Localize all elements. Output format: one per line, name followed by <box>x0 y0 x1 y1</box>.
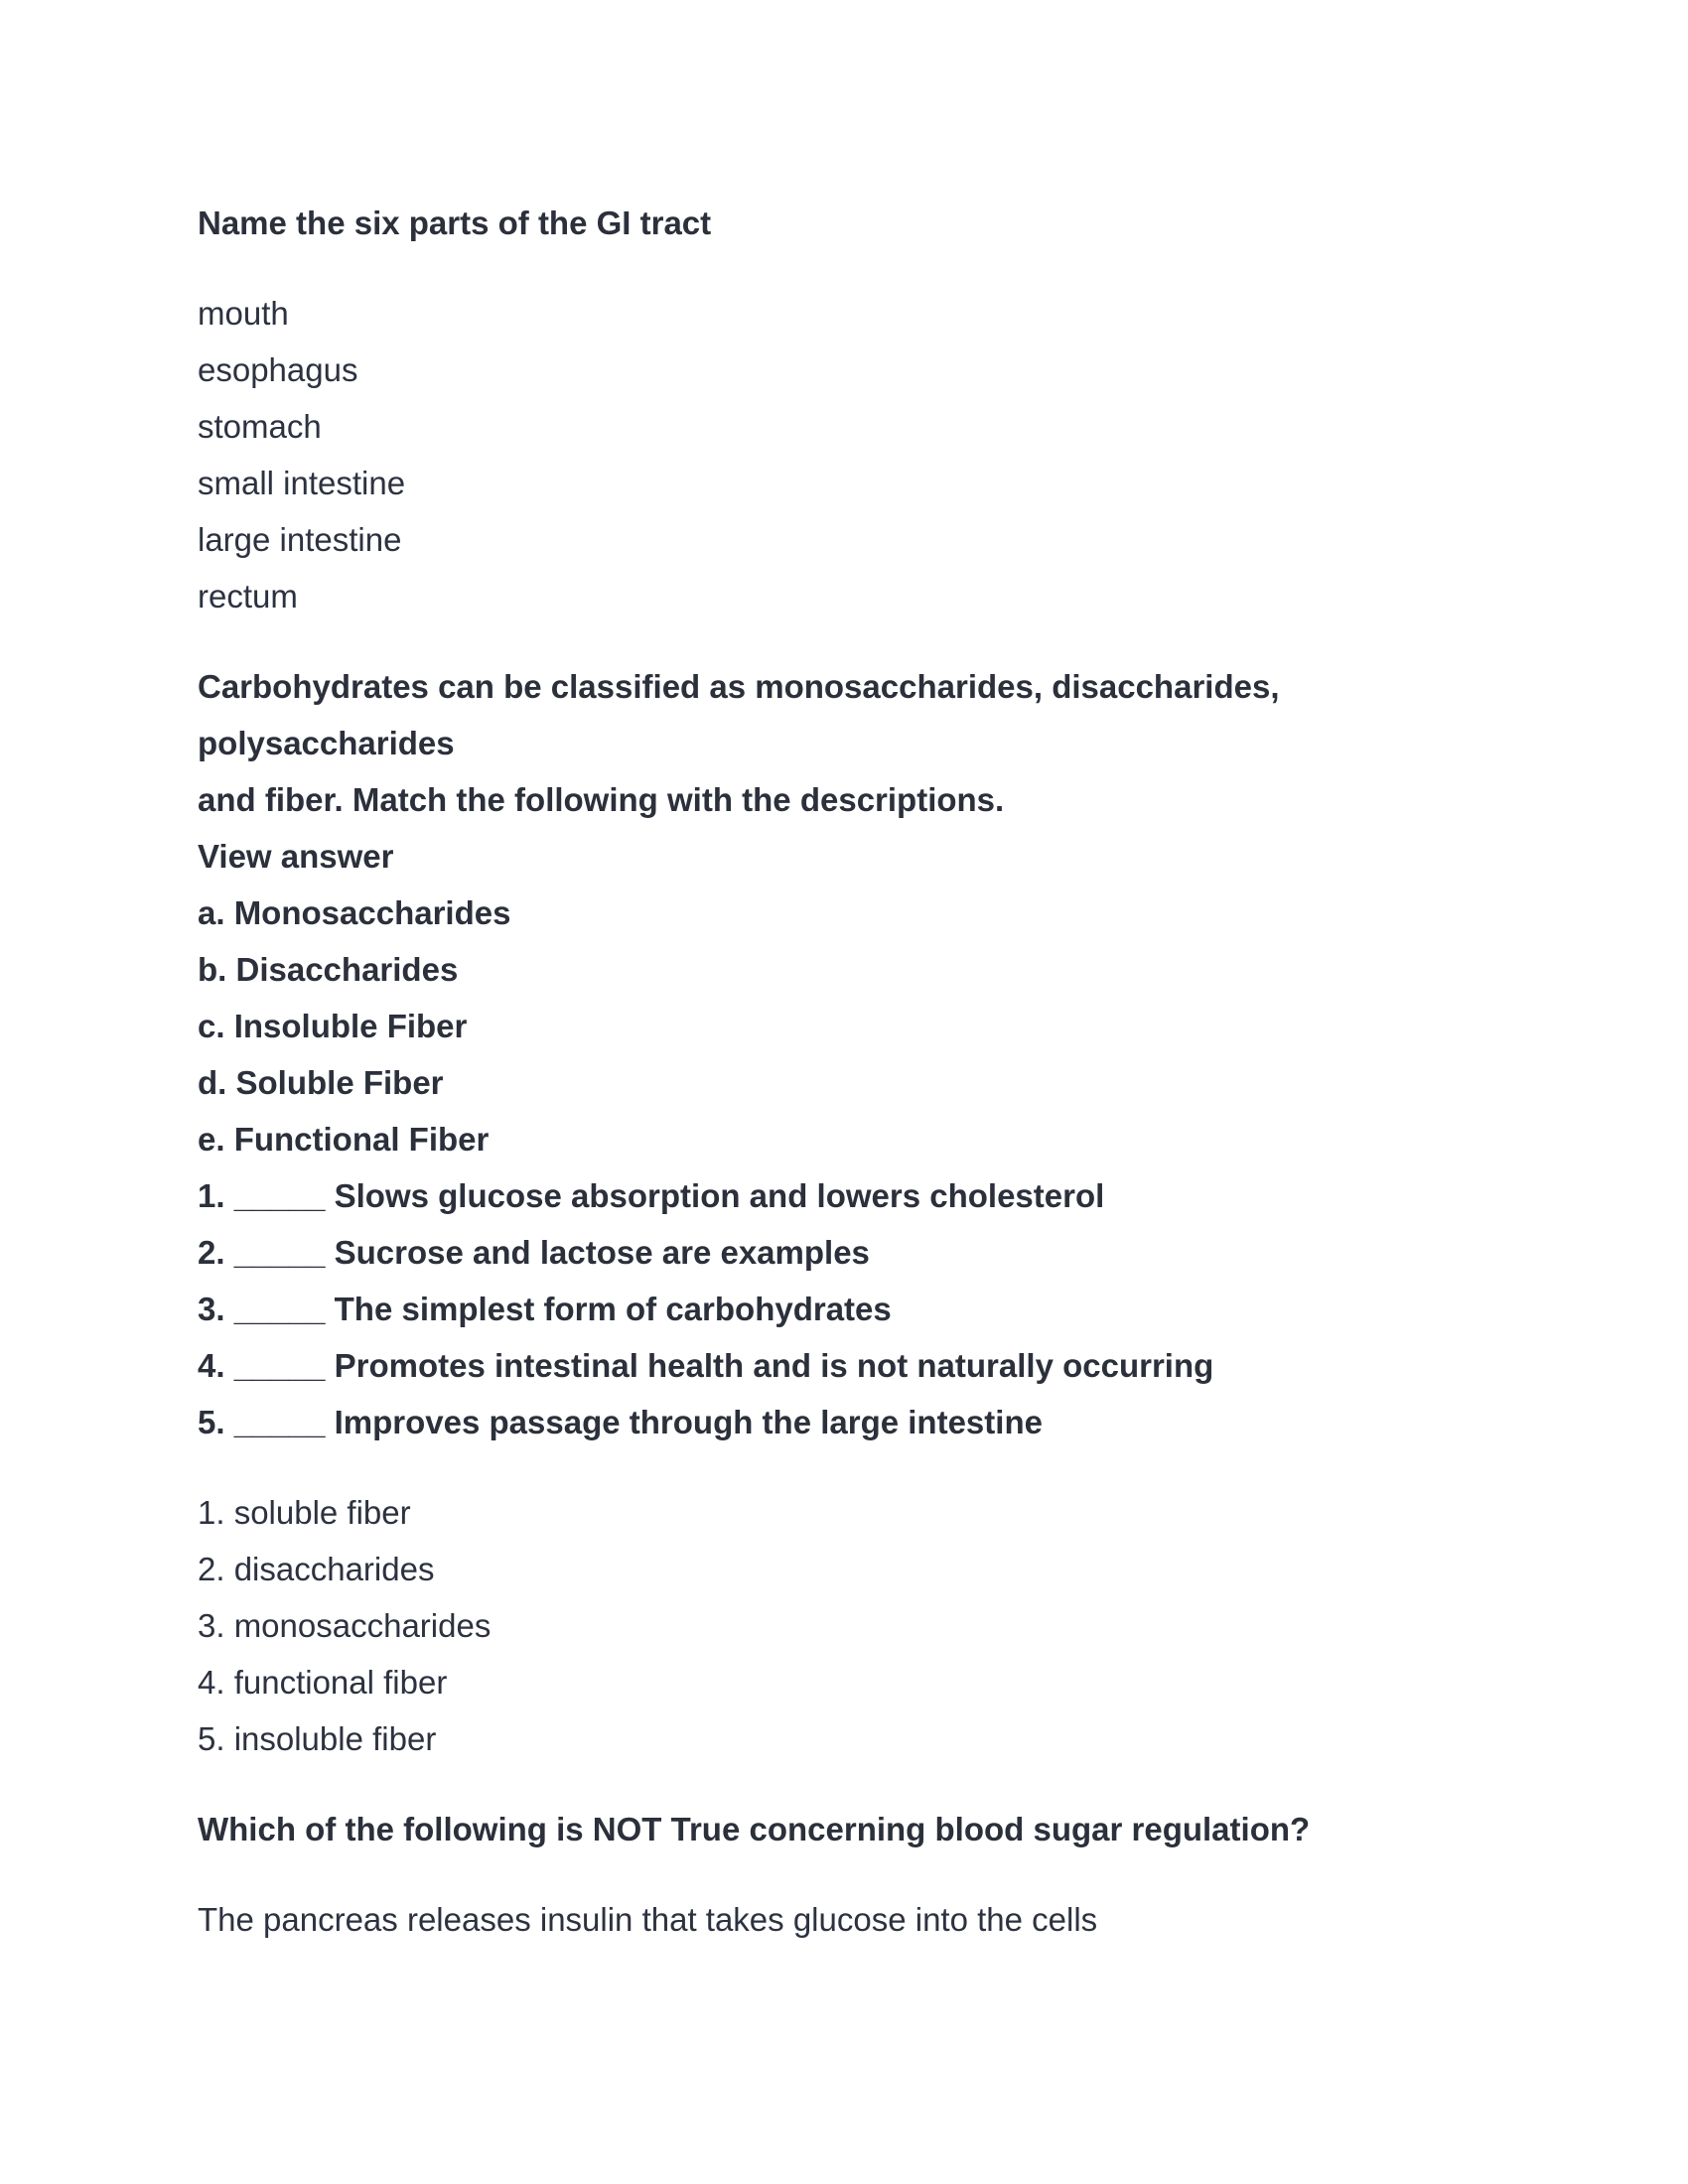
match-option: d. Soluble Fiber <box>198 1064 444 1101</box>
question-line: polysaccharides <box>198 725 455 761</box>
answer-item: mouth <box>198 295 289 332</box>
match-item: 4. _____ Promotes intestinal health and is not naturally occurring <box>198 1347 1214 1384</box>
answer-list-gi-tract <box>198 285 1548 624</box>
match-option: b. Disaccharides <box>198 951 459 988</box>
document-page <box>198 195 1548 1948</box>
question-gi-tract: Name the six parts of the GI tract <box>198 205 712 241</box>
answer-item: 1. soluble fiber <box>198 1494 411 1531</box>
match-item: 1. _____ Slows glucose absorption and lowers cholesterol <box>198 1177 1105 1214</box>
answer-item: The pancreas releases insulin that takes glucose into the cells <box>198 1901 1098 1938</box>
answer-list-blood-sugar <box>198 1891 1548 1948</box>
answer-item: 3. monosaccharides <box>198 1607 492 1644</box>
answer-item: 2. disaccharides <box>198 1551 435 1587</box>
match-item: 5. _____ Improves passage through the large intestine <box>198 1404 1043 1440</box>
match-option: e. Functional Fiber <box>198 1121 490 1158</box>
match-option: c. Insoluble Fiber <box>198 1008 468 1044</box>
answer-item: 4. functional fiber <box>198 1664 448 1701</box>
match-item: 3. _____ The simplest form of carbohydrates <box>198 1291 892 1327</box>
question-blood-sugar: Which of the following is NOT True concerning blood sugar regulation? <box>198 1811 1311 1847</box>
answer-item: stomach <box>198 408 322 445</box>
answer-item: rectum <box>198 578 298 614</box>
answer-item: large intestine <box>198 521 402 558</box>
answer-list-carbohydrates <box>198 1484 1548 1767</box>
match-item: 2. _____ Sucrose and lactose are examples <box>198 1234 870 1271</box>
question-line: Carbohydrates can be classified as monosaccharides, disaccharides, <box>198 668 1280 705</box>
answer-item: 5. insoluble fiber <box>198 1720 437 1757</box>
answer-item: small intestine <box>198 465 406 501</box>
view-answer-link[interactable]: View answer <box>198 838 394 875</box>
question-line: and fiber. Match the following with the descriptions. <box>198 781 1005 818</box>
match-option: a. Monosaccharides <box>198 894 511 931</box>
question-carbohydrates <box>198 658 1548 1450</box>
answer-item: esophagus <box>198 351 358 388</box>
